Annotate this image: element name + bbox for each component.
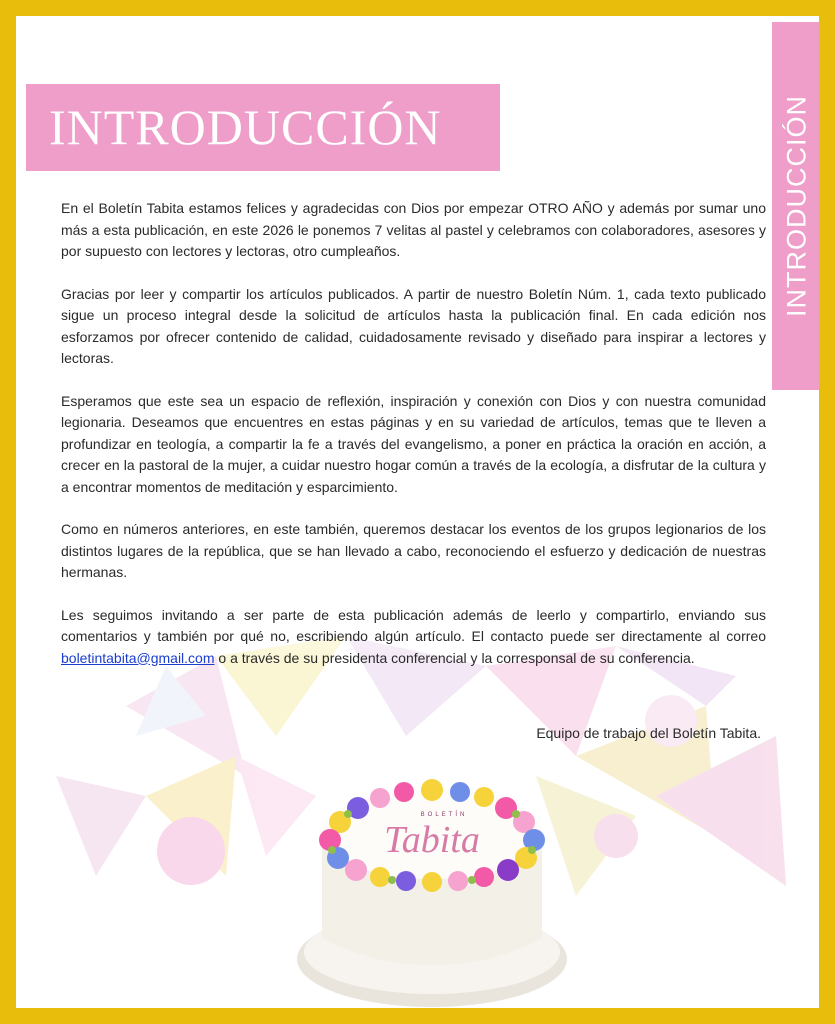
paragraph-5: [61, 605, 766, 670]
body-text: [61, 198, 766, 690]
page-title-banner: [26, 84, 500, 171]
signature: Equipo de trabajo del Boletín Tabita.: [536, 725, 761, 741]
page: [16, 16, 819, 1008]
paragraph-4: Como en números anteriores, en este también, queremos destacar los eventos de los grupos legionarios de los distintos lugares de la república, que se han llevado a cabo, reconociendo el esfuerzo y dedicación de nuestras hermanas.: [61, 521, 766, 580]
cake-brand: Tabita: [384, 819, 480, 861]
page-title: INTRODUCCIÓN: [49, 99, 442, 155]
paragraph-5-end: o a través de su presidenta conferencial y la corresponsal de su conferencia.: [214, 649, 695, 666]
paragraph-1: En el Boletín Tabita estamos felices y agradecidas con Dios por empezar OTRO AÑO y además por sumar uno más a esta publicación, en este 2026 le ponemos 7 velitas al pastel y celebramos con colaboradores, asesores y por supuesto con lectores y lectoras, otro cumpleaños.: [61, 200, 766, 259]
cake-illustration: [292, 764, 592, 1008]
paragraph-2: Gracias por leer y compartir los artículos publicados. A partir de nuestro Boletín Núm. 1, cada texto publicado sigue un proceso integral desde la solicitud de artículos hasta la publicación final. En cada edición nos esforzamos por ofrecer contenido de calidad, cuidadosamente revisado y diseñado para inspirar a lectores y lectoras.: [61, 285, 766, 366]
cake-brand-small: BOLETÍN: [420, 812, 468, 818]
email-link[interactable]: boletintabita@gmail.com: [61, 649, 215, 666]
side-section-tab: [772, 22, 819, 390]
paragraph-3: Esperamos que este sea un espacio de reflexión, inspiración y conexión con Dios y con nuestra comunidad legionaria. Deseamos que encuentres en estas páginas y en su variedad de artículos, temas que te lleven a profundizar en teología, a compartir la fe a través del evangelismo, a poner en práctica la oración en acción, a crecer en la pastoral de la mujer, a cuidar nuestro hogar común a través de la ecología, a disfrutar de la cultura y a encontrar momentos de meditación y esparcimiento.: [61, 392, 766, 495]
side-section-label: INTRODUCCIÓN: [781, 95, 811, 317]
paragraph-5-start: Les seguimos invitando a ser parte de esta publicación además de leerlo y compartirlo, enviando sus comentarios y también por qué no, escribiendo algún artículo. El contacto puede ser directamente al correo: [61, 606, 766, 644]
